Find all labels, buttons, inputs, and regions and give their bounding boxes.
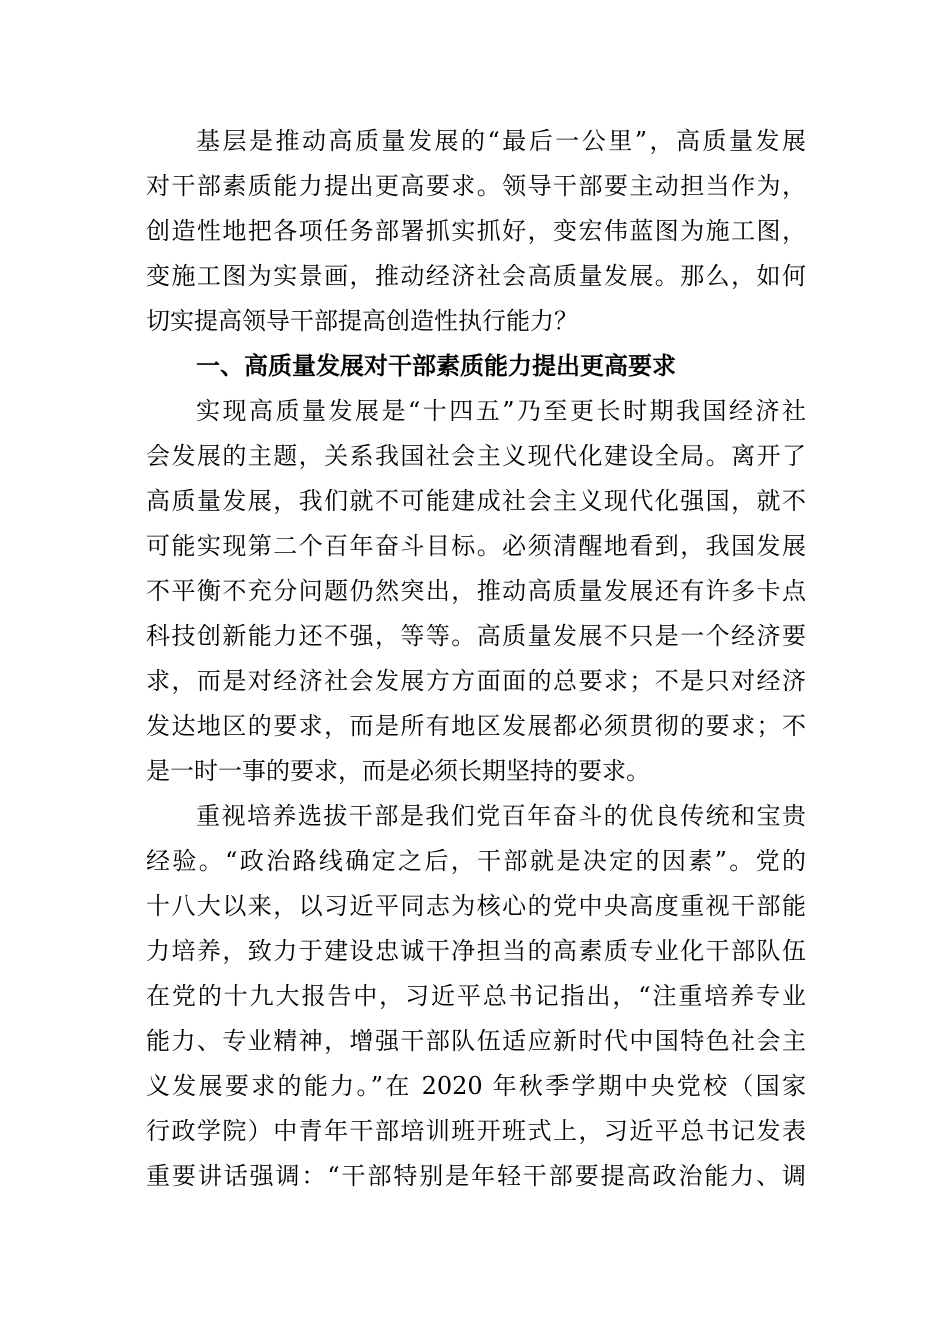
- paragraph-3-line-9: 重要讲话强调：“干部特别是年轻干部要提高政治能力、调: [146, 1162, 806, 1190]
- paragraph-2-line-8: 发达地区的要求，而是所有地区发展都必须贯彻的要求；不: [146, 712, 806, 740]
- paragraph-3-line-5: 在党的十九大报告中，习近平总书记指出，“注重培养专业: [146, 982, 806, 1010]
- paragraph-2-line-6: 科技创新能力还不强，等等。高质量发展不只是一个经济要: [146, 622, 806, 650]
- section-1-heading: 一、高质量发展对干部素质能力提出更高要求: [196, 352, 676, 380]
- paragraph-3-line-1: 重视培养选拔干部是我们党百年奋斗的优良传统和宝贵: [196, 802, 806, 830]
- paragraph-2-line-7: 求，而是对经济社会发展方方面面的总要求；不是只对经济: [146, 667, 806, 695]
- paragraph-3-line-8: 行政学院）中青年干部培训班开班式上，习近平总书记发表: [146, 1117, 806, 1145]
- paragraph-3-line-3: 十八大以来，以习近平同志为核心的党中央高度重视干部能: [146, 892, 806, 920]
- paragraph-1-line-2: 对干部素质能力提出更高要求。领导干部要主动担当作为，: [146, 172, 806, 200]
- paragraph-2-line-9: 是一时一事的要求，而是必须长期坚持的要求。: [146, 757, 650, 785]
- paragraph-2-line-1: 实现高质量发展是“十四五”乃至更长时期我国经济社: [196, 397, 806, 425]
- paragraph-3-line-2: 经验。“政治路线确定之后，干部就是决定的因素”。党的: [146, 847, 806, 875]
- paragraph-2-line-4: 可能实现第二个百年奋斗目标。必须清醒地看到，我国发展: [146, 532, 806, 560]
- paragraph-1-line-4: 变施工图为实景画，推动经济社会高质量发展。那么，如何: [146, 262, 806, 290]
- paragraph-3-line-6: 能力、专业精神，增强干部队伍适应新时代中国特色社会主: [146, 1027, 806, 1055]
- paragraph-3-line-7: 义发展要求的能力。”在 2020 年秋季学期中央党校（国家: [146, 1072, 806, 1100]
- paragraph-3-line-4: 力培养，致力于建设忠诚干净担当的高素质专业化干部队伍: [146, 937, 806, 965]
- paragraph-2-line-2: 会发展的主题，关系我国社会主义现代化建设全局。离开了: [146, 442, 806, 470]
- paragraph-1-line-5: 切实提高领导干部提高创造性执行能力？: [146, 307, 578, 335]
- paragraph-1-line-1: 基层是推动高质量发展的“最后一公里”，高质量发展: [196, 127, 806, 155]
- paragraph-2-line-5: 不平衡不充分问题仍然突出，推动高质量发展还有许多卡点: [146, 577, 806, 605]
- paragraph-1-line-3: 创造性地把各项任务部署抓实抓好，变宏伟蓝图为施工图，: [146, 217, 806, 245]
- paragraph-2-line-3: 高质量发展，我们就不可能建成社会主义现代化强国，就不: [146, 487, 806, 515]
